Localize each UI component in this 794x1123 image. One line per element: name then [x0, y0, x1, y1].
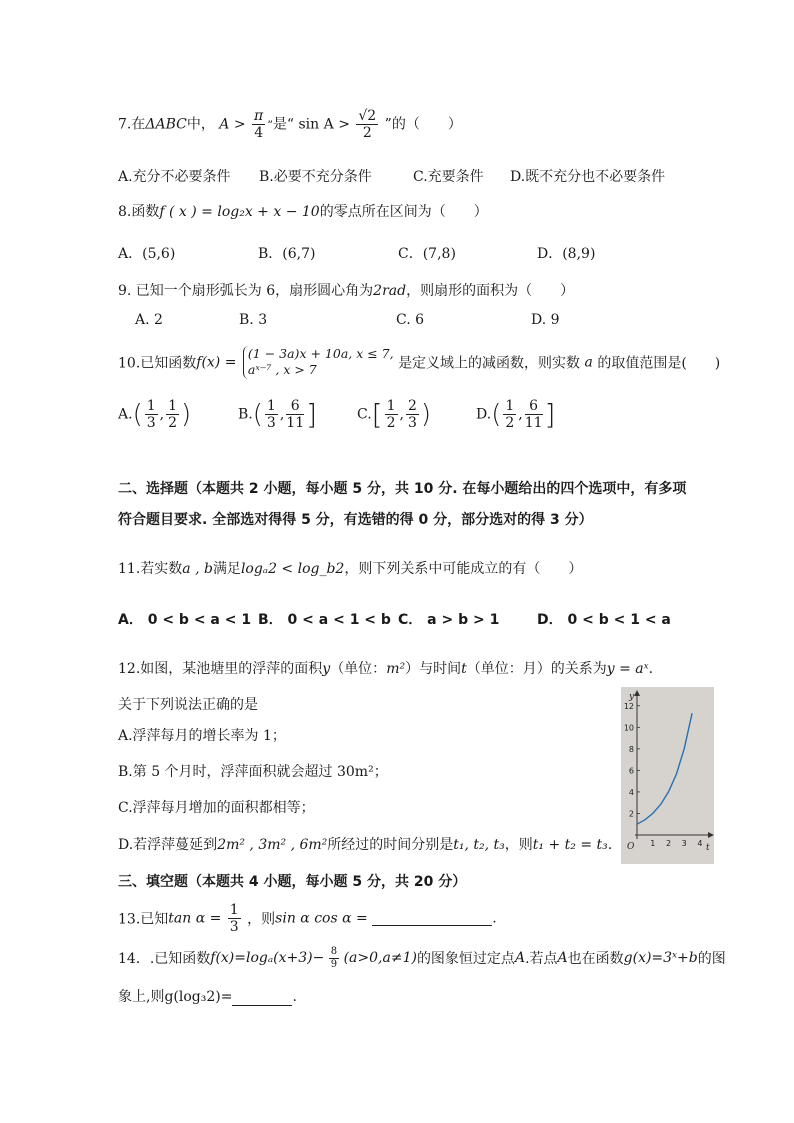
q7-stem [118, 108, 462, 141]
q7-mid: 中， [186, 116, 215, 133]
q14-stem-line2: 象上,则g(log₃2)= . [118, 989, 297, 1005]
q7-frac-pi-4: $\frac{\pi}{4}$ [254, 108, 264, 142]
q11-option-a[interactable]: A． 0 < b < a < 1 [118, 612, 252, 628]
q12-stem-line1: 12.如图，某池塘里的浮萍的面积y（单位：m²）与时间t（单位：月）的关系为y = aˣ. [118, 661, 654, 677]
q8-option-c[interactable]: C．(7,8) [398, 246, 456, 262]
q11-post: ，则下列关系中可能成立的有（ ） [344, 561, 583, 577]
section3-heading: 三、填空题（本题共 4 小题，每小题 5 分，共 20 分） [118, 874, 467, 890]
q14-stem-line1: 14．.已知函数f(x)=logₐ(x+3)− $\frac{8}{9}$ (a>0,a≠1)的图象恒过定点A.若点A也在函数g(x)=3ˣ+b的图 [118, 946, 726, 970]
q12-option-b[interactable]: B.第 5 个月时，浮萍面积就会超过 30m²； [118, 764, 388, 780]
duckweed-graph [621, 687, 714, 864]
q9-post: ，则扇形的面积为（ ） [406, 283, 575, 299]
y-tick-label: 8 [628, 744, 634, 754]
q11-option-c[interactable]: C． a > b > 1 [398, 612, 500, 628]
q10-piecewise: (1 − 3a)x + 10a, x ≤ 7, aˣ⁻⁷ , x > 7 [243, 346, 394, 379]
q14-answer-blank[interactable] [232, 991, 292, 1006]
q14-frac: $\frac{8}{9}$ [330, 946, 338, 970]
q10-option-c[interactable]: C.[ $\frac{1}{2}$ , $\frac{2}{3}$ ) [357, 398, 432, 432]
q8-option-a[interactable]: A．(5,6) [118, 246, 176, 262]
q11-option-b[interactable]: B． 0 < a < 1 < b [258, 612, 391, 628]
q7-quote: ” [267, 118, 273, 132]
q12-option-a[interactable]: A.浮萍每月的增长率为 1； [118, 728, 286, 744]
q9-option-d[interactable]: D. 9 [531, 312, 560, 328]
graph-x-label: t [706, 843, 710, 853]
q11-stem [118, 558, 582, 578]
q10-var: a [584, 354, 593, 371]
x-tick-label: 2 [665, 839, 672, 848]
graph-y-label: y [629, 692, 635, 702]
x-tick-label: 3 [681, 839, 687, 848]
q7-option-a[interactable]: A.充分不必要条件 [118, 169, 231, 185]
q9-stem [118, 280, 574, 300]
q12-stem-line2: 关于下列说法正确的是 [118, 697, 258, 713]
q10-pre: 10.已知函数 [118, 355, 197, 372]
q8-post: 的零点所在区间为（ ） [319, 204, 488, 220]
q9-angle: 2rad [373, 283, 407, 299]
q11-vars: a , b [182, 561, 213, 577]
q11-option-d[interactable]: D． 0 < b < 1 < a [537, 612, 671, 628]
q7-cond: A > [219, 116, 246, 133]
q7-option-d[interactable]: D.既不充分也不必要条件 [510, 169, 666, 185]
q8-option-b[interactable]: B．(6,7) [258, 246, 316, 262]
q13-frac: $\frac{1}{3}$ [229, 902, 239, 936]
q7-option-c[interactable]: C.充要条件 [413, 169, 484, 185]
graph-svg [621, 687, 714, 864]
q7-is: 是“ [272, 116, 295, 133]
section2-heading-line2: 符合题目要求. 全部选对得得 5 分，有选错的得 0 分，部分选对的得 3 分） [118, 512, 593, 528]
q10-end: 的取值范围是( ) [597, 355, 721, 372]
y-tick-label: 12 [623, 701, 634, 711]
q10-option-a[interactable]: A.( $\frac{1}{3}$ , $\frac{1}{2}$ ) [118, 398, 192, 432]
graph-origin: O [627, 842, 635, 852]
q7-suffix: ”的（ ） [384, 116, 462, 133]
y-tick-label: 4 [628, 787, 634, 797]
x-tick-label: 1 [650, 839, 656, 848]
q10-option-b[interactable]: B.( $\frac{1}{3}$ , $\frac{6}{11}$ ] [238, 398, 318, 432]
q11-ineq: logₐ2 < log_b2 [240, 561, 345, 577]
q11-mid: 满足 [212, 561, 241, 577]
q9-option-c[interactable]: C. 6 [396, 312, 425, 328]
series-line [637, 713, 692, 824]
q13-answer-blank[interactable] [372, 911, 492, 926]
q8-func: f ( x ) = log₂x + x − 10 [159, 204, 320, 220]
q11-pre: 11.若实数 [118, 561, 183, 577]
y-tick-label: 10 [623, 723, 634, 733]
q9-pre: 9. 已知一个扇形弧长为 6，扇形圆心角为 [118, 283, 374, 299]
q7-triangle: ΔABC [145, 116, 187, 133]
y-tick-label: 2 [628, 809, 634, 819]
q9-option-b[interactable]: B. 3 [239, 312, 268, 328]
y-tick-label: 6 [628, 766, 634, 776]
q8-stem [118, 201, 488, 221]
q8-option-d[interactable]: D．(8,9) [537, 246, 596, 262]
q10-stem [118, 346, 720, 379]
q7-option-b[interactable]: B.必要不充分条件 [259, 169, 372, 185]
q12-option-d[interactable]: D.若浮萍蔓延到2m² , 3m² , 6m²所经过的时间分别是t₁, t₂, t₃，则t₁ + t₂ = t₃. [118, 837, 613, 853]
q7-sin: sin A > [298, 116, 350, 133]
x-tick-label: 4 [697, 839, 703, 848]
q12-option-c[interactable]: C.浮萍每月增加的面积都相等； [118, 800, 315, 816]
section2-heading-line1: 二、选择题（本题共 2 小题，每小题 5 分，共 10 分. 在每小题给出的四个选项中，有多项 [118, 481, 687, 497]
q10-option-d[interactable]: D.( $\frac{1}{2}$ , $\frac{6}{11}$ ] [476, 398, 556, 432]
q13-stem: 13.已知tan α = $\frac{1}{3}$ ，则sin α cos α = . [118, 902, 497, 936]
q10-post: 是定义域上的减函数，则实数 [398, 355, 581, 372]
q9-option-a[interactable]: A. 2 [135, 312, 163, 328]
q7-frac-root2-2: $\frac{√2}{2}$ [358, 108, 377, 142]
q8-pre: 8.函数 [118, 204, 160, 220]
q7-prefix: 7.在 [118, 116, 146, 133]
q10-fx: f(x) = [196, 354, 237, 371]
